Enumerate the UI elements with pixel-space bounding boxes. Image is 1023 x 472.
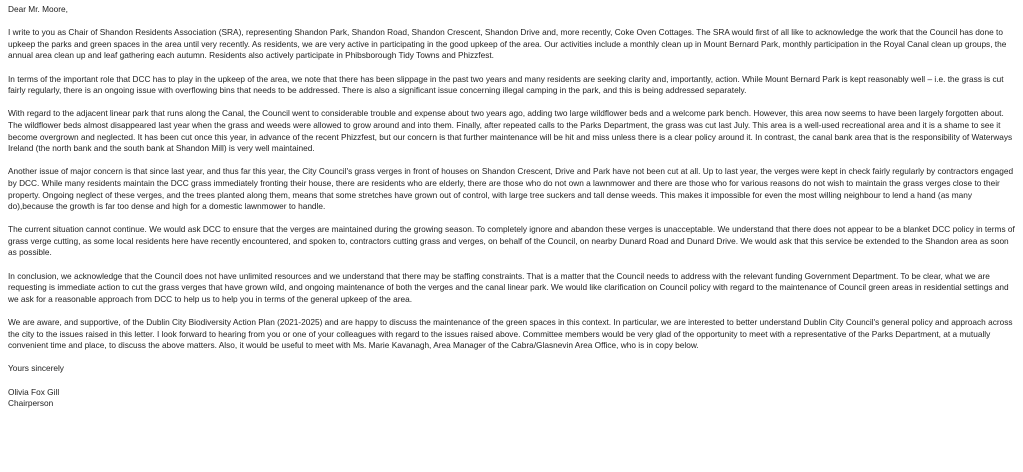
paragraph-introduction: I write to you as Chair of Shandon Residents Association (SRA), representing Shandon Park, Shandon Road, Shandon Crescent, Shandon Drive and, more recently, Coke Oven Cottages. The SRA would first of all like to acknowledge the work that the Council has done to upkeep the parks and green spaces in the area until very recently. As residents, we are very active in participating in the good upkeep of the area. Our activities include a monthly clean up in Mount Bernard Park, monthly participation in the Royal Canal clean up groups, the annual area clean up and leaf gathering each autumn. Residents also actively participate in Phibsborough Tidy Towns and Phizzfest. [8, 27, 1007, 61]
signatory-name: Olivia Fox Gill [8, 386, 60, 397]
salutation: Dear Mr. Moore, [8, 4, 68, 14]
paragraph-biodiversity-plan: We are aware, and supportive, of the Dublin City Biodiversity Action Plan (2021-2025) and are happy to discuss the maintenance of the green spaces in this context. In particular, we are interested to better understand Dublin City Council's general policy and approach across the city to the issues raised in this letter. I look forward to hearing from you or one of your colleagues with regard to the issues raised above. Committee members would be very glad of the opportunity to meet with a representative of the Parks Department, at a mutually convenient time and place, to discuss the above matters. Also, it would be useful to meet with Ms. Marie Kavanagh, Area Manager of the Cabra/Glasnevin Area Office, who is in copy below. [8, 317, 1013, 351]
paragraph-grass-verges: Another issue of major concern is that since last year, and thus far this year, the City Council's grass verges in front of houses on Shandon Crescent, Drive and Park have not been cut at all. Up to last year, the verges were kept in check fairly regularly by contractors engaged by DCC. While many residents maintain the DCC grass immediately fronting their house, there are residents who are elderly, there are those who do not own a lawnmower and there are those who for various reasons do not wish to maintain the grass verges close to their property. Ongoing neglect of these verges, and the trees planted along them, means that some stretches have grown out of control, with large tree suckers and tall dense weeds. This makes it impossible for even the most willing neighbour to lend a hand (as many do),because the growth is far too dense and high for a domestic lawnmower to handle. [8, 166, 1014, 212]
paragraph-linear-park: With regard to the adjacent linear park that runs along the Canal, the Council went to considerable trouble and expense about two years ago, adding two large wildflower beds and a welcome park bench. However, this area now seems to have been largely forgotten about. The wildflower beds almost disappeared last year when the grass and weeds were allowed to grow around and into them. Finally, after repeated calls to the Parks Department, the grass was cut last July. This area is a well-used recreational area and it is a shame to see it become overgrown and neglected. It has been cut once this year, in advance of the recent Phizzfest, but our concern is that further maintenance will be hit and miss unless there is a clear policy around it. In contrast, the canal bank area that is the responsibility of Waterways Ireland (the north bank and the south bank at Shandon Mill) is very well maintained. [8, 108, 1013, 154]
paragraph-conclusion: In conclusion, we acknowledge that the Council does not have unlimited resources and we understand that there may be staffing constraints. That is a matter that the Council needs to address with the relevant funding Government Department. To be clear, what we are requesting is immediate action to cut the grass verges that have grown wild, and ongoing maintenance of both the verges and the canal linear park. We would like clarification on Council policy with regard to the maintenance of Council green areas in residential settings and we ask for a reasonable approach from DCC to help us to help you in terms of the general upkeep of the area. [8, 270, 1009, 304]
paragraph-dcc-role: In terms of the important role that DCC has to play in the upkeep of the area, we note that there has been slippage in the past two years and many residents are seeking clarity and, importantly, action. While Mount Bernard Park is kept reasonably well – i.e. the grass is cut fairly regularly, there is an ongoing issue with overflowing bins that needs to be addressed. There is also a significant issue concerning illegal camping in the park, and this is being addressed separately. [8, 73, 1004, 96]
closing: Yours sincerely [8, 363, 64, 374]
signatory-title: Chairperson [8, 398, 54, 409]
paragraph-current-situation: The current situation cannot continue. We would ask DCC to ensure that the verges are maintained during the growing season. To completely ignore and abandon these verges is unacceptable. We understand that there does not appear to be a blanket DCC policy in terms of grass verge cutting, as some local residents here have recently encountered, and spoken to, contractors cutting grass and verges, on behalf of the Council, on nearby Dunard Road and Dunard Drive. We would ask that this service be extended to the Shandon area as soon as possible. [8, 224, 1015, 258]
